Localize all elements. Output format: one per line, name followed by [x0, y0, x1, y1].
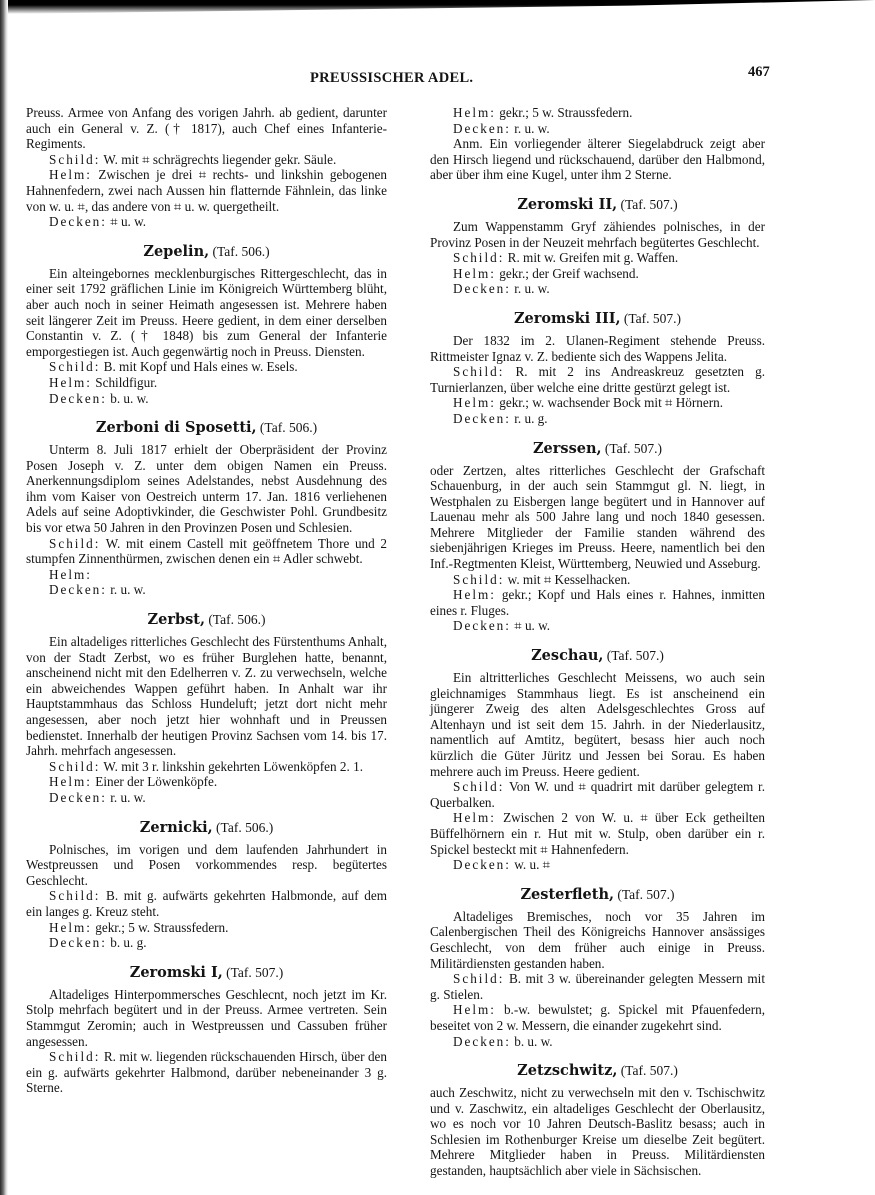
helm-line: Helm: Schildfigur.	[49, 374, 158, 390]
schild-line: Schild: w. mit ⌗ Kesselhacken.	[453, 571, 631, 587]
schild-line: Schild: W. mit einem Castell mit geöffnetem Thore und 2 stumpfen Zinnenthürmen, zwischen denen ein ⌗ Adler schwebt.	[26, 535, 387, 567]
decken-line: Decken: b. u. g.	[49, 935, 147, 951]
page-number: 467	[748, 64, 770, 80]
schild-line: Schild: R. mit w. Greifen mit g. Waffen.	[453, 250, 679, 266]
helm-line: Helm: Zwischen je drei ⌗ rechts- und linkshin gebogenen Hahnenfedern, zwei nach Aussen hin flatternde Fähnlein, das linke von w. u. ⌗, das andere von ⌗ u. w. quergetheilt.	[26, 167, 387, 214]
annotation-line: Anm. Ein vorliegender älterer Siegelabdruck zeigt aber den Hirsch liegend und rückschauend, darüber den Halbmond, aber über ihm eine Kugel, unter ihm 2 Sterne.	[430, 136, 765, 183]
schild-line: Schild: Von W. und ⌗ quadrirt mit darüber gelegtem r. Querbalken.	[430, 779, 765, 810]
decken-line: Decken: w. u. ⌗	[453, 857, 551, 873]
schild-line: Schild: R. mit w. liegenden rückschauenden Hirsch, über den ein g. aufwärts gekehrter Halbmond, darüber nebeneinander 3 g. Sterne.	[26, 1049, 387, 1096]
entry-text: auch Zeschwitz, nicht zu verwechseln mit den v. Tschischwitz und v. Zaschwitz, ein altadeliges Geschlecht der Oberlausitz, wo es noch vor 10 Jahren Deutsch-Baslitz besass; auch in Schlesien im Rothenburger Kreise um dieselbe Zeit begütert. Mehrere Mitglieder haben in Preuss. Militärdiensten gestanden, hauptsächlich aber viele in Sächsischen.	[430, 1085, 765, 1179]
entry-heading: Zerboni di Sposetti, (Taf. 506.)	[95, 419, 318, 437]
schild-line: Schild: W. mit ⌗ schrägrechts liegender gekr. Säule.	[49, 151, 337, 167]
decken-line: Decken: r. u. w.	[49, 582, 146, 598]
decken-line: Decken: r. u. w.	[453, 281, 550, 297]
decken-line: Decken: r. u. g.	[453, 410, 548, 426]
entry-heading: Zernicki, (Taf. 506.)	[139, 818, 274, 836]
helm-line: Helm: gekr.; 5 w. Straussfedern.	[453, 105, 633, 120]
entry-text: Altadeliges Hinterpommersches Geschlecnt, noch jetzt im Kr. Stolp mehrfach begütert und in der Preuss. Armee vertreten. Sein Stammgut Zeromin; auch in Westpreussen und Cassuben früher angesessen.	[26, 986, 387, 1049]
entry-text: oder Zertzen, altes ritterliches Geschlecht der Grafschaft Schauenburg, in der auch sein Stammgut gl. N. liegt, in Westphalen zu Eisbergen lange begütert und in Hannover auf Lauenau mehr als 500 Jahre lang und noch 1840 gesessen. Mehrere Mitglieder der Familie standen während des siebenjährigen Krieges im Preuss. Heere, namentlich bei den Inf.-Regtmenten Kleist, Württemberg, Neuwied und Asseburg.	[430, 462, 765, 572]
entry-zeromski-ii	[430, 197, 765, 297]
entry-heading: Zeromski III, (Taf. 507.)	[513, 309, 682, 327]
entry-text: Unterm 8. Juli 1817 erhielt der Oberpräsident der Provinz Posen Joseph v. Z. unter dem obigen Namen ein Preuss. Anerkennungsdiplom seines Adelstandes, nebst Ausdehnung des ihm vom Kaiser von Oestreich unterm 17. Jan. 1816 verliehenen Adels auf seine Adoptivkinder, die Geschwister Pohl. Grundbesitz bis vor etwa 50 Jahren in den Provinzen Posen und Schlesien.	[26, 442, 387, 536]
helm-line: Helm:	[49, 566, 92, 582]
entry-heading: Zepelin, (Taf. 506.)	[143, 242, 270, 260]
schild-line: Schild: W. mit 3 r. linkshin gekehrten Löwenköpfen 2. 1.	[49, 758, 363, 774]
entry-zeromski-iii	[430, 311, 765, 427]
decken-line: Decken: b. u. w.	[49, 390, 149, 406]
schild-line: Schild: R. mit 2 ins Andreaskreuz gesetzten g. Turnierlanzen, über welche eine dritte gestürzt gelegt ist.	[430, 364, 765, 395]
helm-line: Helm: gekr.; Kopf und Hals eines r. Hahnes, inmitten eines r. Fluges.	[430, 587, 765, 618]
entry-heading: Zetzschwitz, (Taf. 507.)	[517, 1062, 678, 1080]
helm-line: Helm: gekr.; der Greif wachsend.	[453, 265, 639, 281]
entry-text: Ein altadeliges ritterliches Geschlecht des Fürstenthums Anhalt, von der Stadt Zerbst, wo es früher Burglehen hatte, benannt, anscheinend nicht mit den Edelherren v. Z. zu verwechseln, welche ein abweichendes Wappen geführt haben. In Anhalt war ihr Hauptstammhaus das Schloss Hundeluft; jetzt dort nicht mehr angesessen, aber noch jetzt hier wohnhaft und in Preussen bedienstet. Innerhalb der heutigen Provinz Sachsen vom 14. bis 17. Jahrh. mehrfach angesessen.	[26, 634, 387, 759]
decken-line: Decken: b. u. w.	[453, 1033, 553, 1049]
decken-line: Decken: ⌗ u. w.	[49, 214, 147, 230]
entry-text: Zum Wappenstamm Gryf zähiendes polnisches, in der Provinz Posen in der Neuzeit mehrfach begütertes Geschlecht.	[430, 218, 765, 250]
entry-zernicki	[26, 820, 387, 951]
entry-heading: Zesterfleth, (Taf. 507.)	[520, 885, 675, 903]
helm-line: Helm: gekr.; 5 w. Straussfedern.	[49, 919, 229, 935]
running-title: PREUSSISCHER ADEL.	[310, 70, 474, 86]
helm-line: Helm: Einer der Löwenköpfe.	[49, 774, 218, 790]
entry-zesterfleth	[430, 887, 765, 1049]
entry-continuation	[430, 105, 765, 183]
decken-line: Decken: r. u. w.	[49, 789, 146, 805]
entry-text: Ein alteingebornes mecklenburgisches Rittergeschlecht, das in einer seit 1792 gräflichen Linie im Königreich Württemberg blüht, aber auch noch in seiner Heimath angesessen ist. Mehrere haben seit längerer Zeit im Preuss. Heere gedient, in dem einer derselben Constantin v. Z. († 1848) bis zum General der Infanterie emporgestiegen ist. Auch gegenwärtig noch in Preuss. Diensten.	[26, 265, 387, 359]
helm-line: Helm: b.-w. bewulstet; g. Spickel mit Pfauenfedern, beseitet von 2 w. Messern, die einander zugekehrt sind.	[430, 1002, 765, 1033]
entry-zeschau	[430, 648, 765, 873]
schild-line: Schild: B. mit g. aufwärts gekehrten Halbmonde, auf dem ein langes g. Kreuz steht.	[26, 888, 387, 919]
right-column	[430, 105, 765, 1179]
entry-zerbst	[26, 612, 387, 806]
entry-zetzschwitz	[430, 1063, 765, 1179]
schild-line: Schild: B. mit 3 w. übereinander gelegten Messern mit g. Stielen.	[430, 971, 765, 1002]
decken-line: Decken: r. u. w.	[453, 120, 550, 136]
entry-text: Preuss. Armee von Anfang des vorigen Jahrh. ab gedient, darunter auch ein General v. Z. († 1817), auch Chef eines Infanterie-Regiments.	[26, 105, 387, 152]
helm-line: Helm: Zwischen 2 von W. u. ⌗ über Eck getheilten Büffelhörnern ein r. Hut mit w. Stulp, oben darüber ein r. Spickel besteckt mit ⌗ Hahnenfedern.	[430, 810, 765, 857]
entry-zepelin	[26, 244, 387, 406]
entry-heading: Zeromski II, (Taf. 507.)	[517, 195, 678, 213]
entry-heading: Zerssen, (Taf. 507.)	[532, 439, 663, 457]
entry-text: Altadeliges Bremisches, noch vor 35 Jahren im Calenbergischen Theil des Königreichs Hannover ansässiges Geschlecht, von dem früher auch einige in Preuss. Militärdiensten gestanden haben.	[430, 908, 765, 971]
scan-edge-left	[0, 0, 8, 1195]
entry-text: Der 1832 im 2. Ulanen-Regiment stehende Preuss. Rittmeister Ignaz v. Z. bediente sich des Wappens Jelita.	[430, 332, 765, 364]
entry-zerboni-di-sposetti	[26, 420, 387, 598]
entry-zeromski-i	[26, 965, 387, 1096]
entry-heading: Zeromski I, (Taf. 507.)	[129, 963, 284, 981]
entry-text: Ein altritterliches Geschlecht Meissens, wo auch sein gleichnamiges Stammhaus liegt. Es ist anscheinend ein jüngerer Zweig des alten Adelsgeschlechtes Gross auf Altenhayn und ist seit dem 15. Jahrh. in der Niederlausitz, namentlich auf Amtitz, begütert, besass hier auch noch kürzlich die Güter Jüritz und Jessen bei Sorau. Es haben mehrere auch im Preuss. Heere gedient.	[430, 670, 765, 779]
schild-line: Schild: B. mit Kopf und Hals eines w. Esels.	[49, 359, 298, 375]
scan-edge-top	[0, 0, 875, 14]
entry-zerssen	[430, 441, 765, 635]
entry-heading: Zerbst, (Taf. 506.)	[147, 611, 266, 629]
decken-line: Decken: ⌗ u. w.	[453, 618, 551, 634]
entry-continuation	[26, 105, 387, 230]
helm-line: Helm: gekr.; w. wachsender Bock mit ⌗ Hörnern.	[453, 395, 724, 411]
entry-heading: Zeschau, (Taf. 507.)	[531, 647, 664, 665]
entry-text: Polnisches, im vorigen und dem laufenden Jahrhundert in Westpreussen und Posen vorkommendes resp. begütertes Geschlecht.	[26, 841, 387, 888]
left-column	[26, 105, 387, 1096]
